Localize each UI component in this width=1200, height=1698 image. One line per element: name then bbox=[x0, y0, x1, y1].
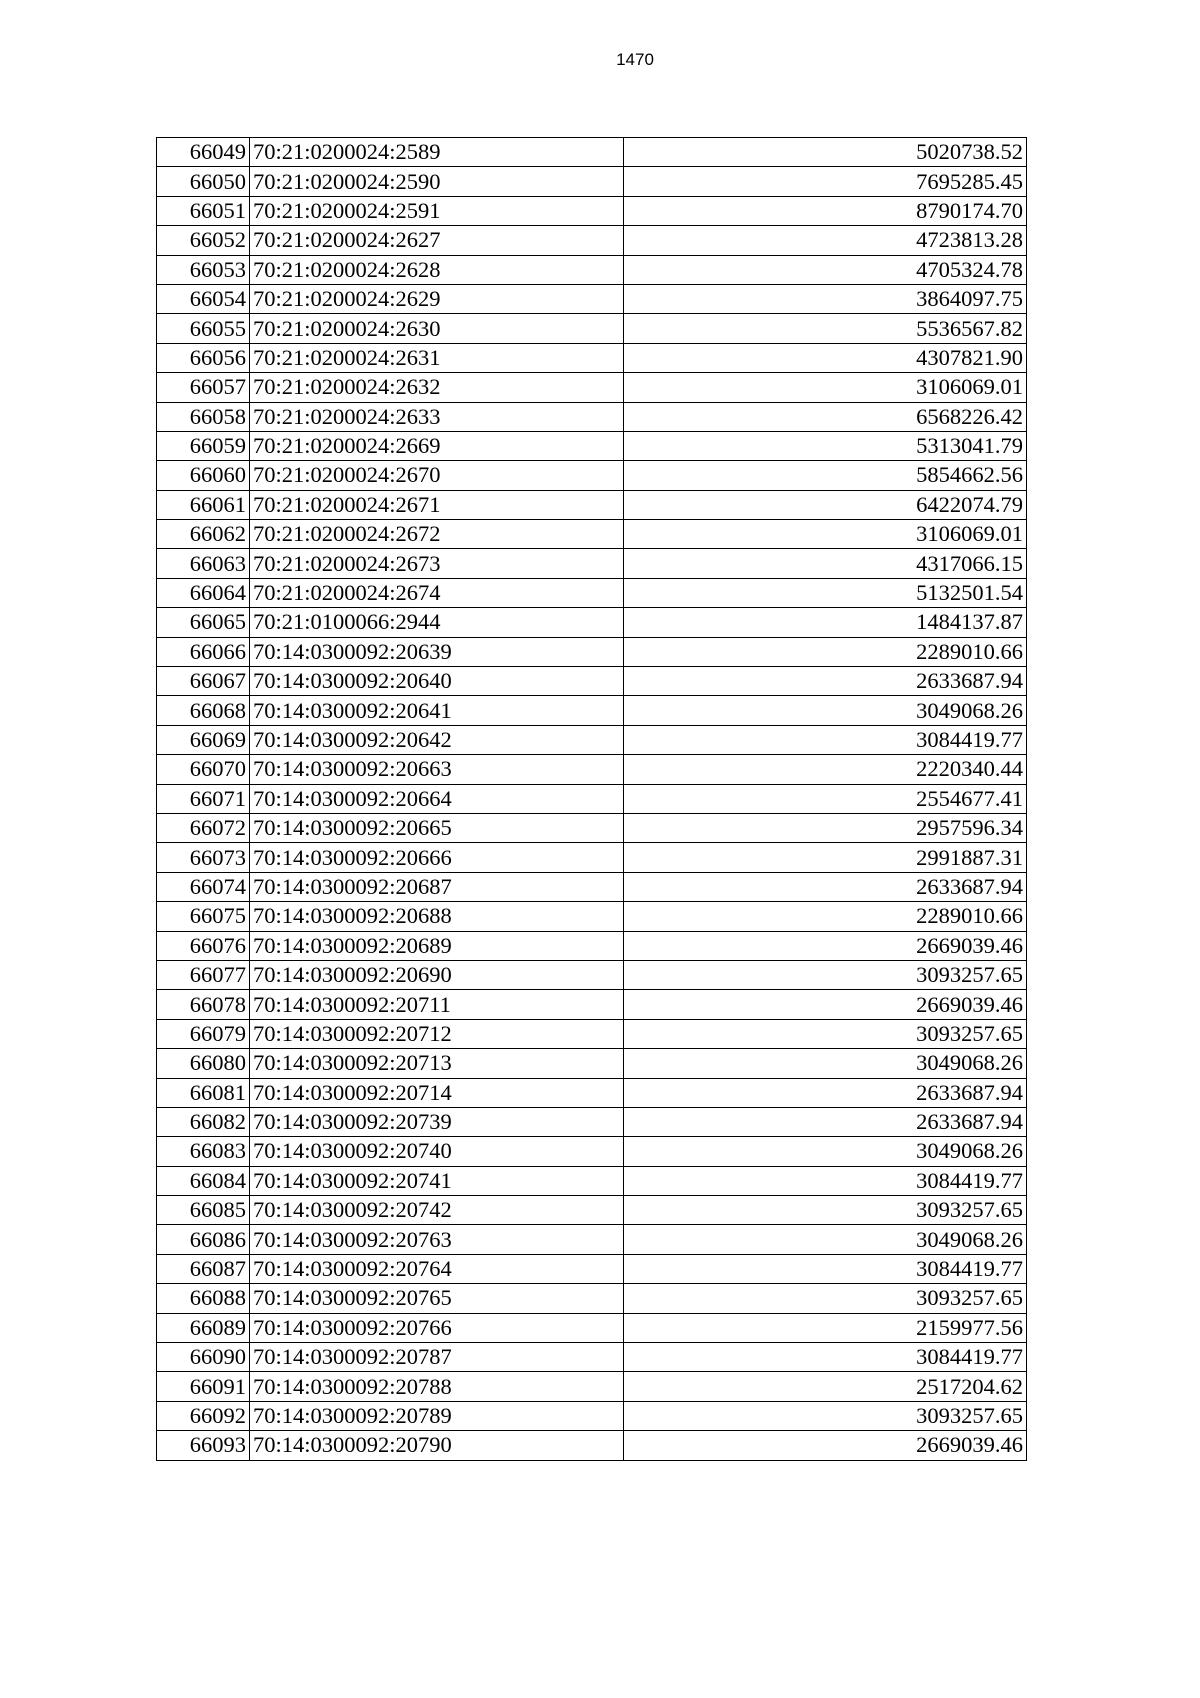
row-number: 66083 bbox=[157, 1137, 250, 1166]
table-row bbox=[157, 1225, 1027, 1254]
row-number: 66091 bbox=[157, 1372, 250, 1401]
row-number: 66086 bbox=[157, 1225, 250, 1254]
cadastral-number: 70:14:0300092:20663 bbox=[250, 755, 624, 784]
table-row bbox=[157, 373, 1027, 402]
table-row bbox=[157, 1019, 1027, 1048]
cadastral-number: 70:21:0200024:2632 bbox=[250, 373, 624, 402]
table-row bbox=[157, 1313, 1027, 1342]
cadastral-number: 70:14:0300092:20713 bbox=[250, 1049, 624, 1078]
cadastral-value: 3093257.65 bbox=[624, 1401, 1027, 1430]
row-number: 66076 bbox=[157, 931, 250, 960]
table-row bbox=[157, 902, 1027, 931]
cadastral-value: 3049068.26 bbox=[624, 1049, 1027, 1078]
row-number: 66067 bbox=[157, 667, 250, 696]
cadastral-value: 2669039.46 bbox=[624, 931, 1027, 960]
cadastral-value: 2991887.31 bbox=[624, 843, 1027, 872]
cadastral-value: 3864097.75 bbox=[624, 284, 1027, 313]
cadastral-value: 2633687.94 bbox=[624, 872, 1027, 901]
table-row bbox=[157, 1078, 1027, 1107]
table-row bbox=[157, 1166, 1027, 1195]
cadastral-number: 70:21:0200024:2633 bbox=[250, 402, 624, 431]
table-row bbox=[157, 520, 1027, 549]
cadastral-value: 2633687.94 bbox=[624, 1107, 1027, 1136]
cadastral-value: 5536567.82 bbox=[624, 314, 1027, 343]
table-row bbox=[157, 1372, 1027, 1401]
row-number: 66082 bbox=[157, 1107, 250, 1136]
cadastral-number: 70:21:0200024:2673 bbox=[250, 549, 624, 578]
row-number: 66058 bbox=[157, 402, 250, 431]
row-number: 66090 bbox=[157, 1343, 250, 1372]
table-row bbox=[157, 314, 1027, 343]
row-number: 66053 bbox=[157, 255, 250, 284]
cadastral-number: 70:14:0300092:20741 bbox=[250, 1166, 624, 1195]
cadastral-number: 70:14:0300092:20787 bbox=[250, 1343, 624, 1372]
cadastral-value: 3049068.26 bbox=[624, 696, 1027, 725]
cadastral-value: 3093257.65 bbox=[624, 1196, 1027, 1225]
cadastral-value: 2289010.66 bbox=[624, 637, 1027, 666]
table-row bbox=[157, 461, 1027, 490]
cadastral-value: 3049068.26 bbox=[624, 1225, 1027, 1254]
cadastral-number: 70:21:0200024:2590 bbox=[250, 167, 624, 196]
table-row bbox=[157, 755, 1027, 784]
row-number: 66064 bbox=[157, 578, 250, 607]
row-number: 66093 bbox=[157, 1431, 250, 1460]
cadastral-number: 70:14:0300092:20789 bbox=[250, 1401, 624, 1430]
cadastral-number: 70:14:0300092:20640 bbox=[250, 667, 624, 696]
cadastral-number: 70:21:0200024:2629 bbox=[250, 284, 624, 313]
row-number: 66066 bbox=[157, 637, 250, 666]
cadastral-number: 70:14:0300092:20714 bbox=[250, 1078, 624, 1107]
table-row bbox=[157, 725, 1027, 754]
cadastral-value: 3084419.77 bbox=[624, 1343, 1027, 1372]
cadastral-value: 2517204.62 bbox=[624, 1372, 1027, 1401]
table-body bbox=[157, 138, 1027, 1461]
table-row bbox=[157, 578, 1027, 607]
cadastral-value: 3093257.65 bbox=[624, 1284, 1027, 1313]
cadastral-value: 2669039.46 bbox=[624, 1431, 1027, 1460]
table-row bbox=[157, 1401, 1027, 1430]
table-row bbox=[157, 402, 1027, 431]
table-row bbox=[157, 226, 1027, 255]
cadastral-number: 70:21:0100066:2944 bbox=[250, 608, 624, 637]
cadastral-number: 70:21:0200024:2669 bbox=[250, 431, 624, 460]
cadastral-value: 3084419.77 bbox=[624, 1166, 1027, 1195]
cadastral-value: 2633687.94 bbox=[624, 667, 1027, 696]
cadastral-value: 3084419.77 bbox=[624, 725, 1027, 754]
cadastral-value: 4317066.15 bbox=[624, 549, 1027, 578]
cadastral-value: 2220340.44 bbox=[624, 755, 1027, 784]
row-number: 66070 bbox=[157, 755, 250, 784]
cadastral-number: 70:14:0300092:20689 bbox=[250, 931, 624, 960]
table-row bbox=[157, 1343, 1027, 1372]
row-number: 66078 bbox=[157, 990, 250, 1019]
table-row bbox=[157, 1107, 1027, 1136]
cadastral-number: 70:21:0200024:2672 bbox=[250, 520, 624, 549]
cadastral-value: 2957596.34 bbox=[624, 813, 1027, 842]
table-row bbox=[157, 667, 1027, 696]
cadastral-number: 70:21:0200024:2628 bbox=[250, 255, 624, 284]
cadastral-number: 70:14:0300092:20639 bbox=[250, 637, 624, 666]
cadastral-value: 5020738.52 bbox=[624, 138, 1027, 167]
table-row bbox=[157, 1254, 1027, 1283]
cadastral-value: 3106069.01 bbox=[624, 520, 1027, 549]
cadastral-value: 4705324.78 bbox=[624, 255, 1027, 284]
row-number: 66050 bbox=[157, 167, 250, 196]
row-number: 66051 bbox=[157, 196, 250, 225]
row-number: 66068 bbox=[157, 696, 250, 725]
cadastral-value: 4723813.28 bbox=[624, 226, 1027, 255]
table-row bbox=[157, 490, 1027, 519]
table-row bbox=[157, 1137, 1027, 1166]
cadastral-number: 70:14:0300092:20711 bbox=[250, 990, 624, 1019]
cadastral-number: 70:21:0200024:2671 bbox=[250, 490, 624, 519]
row-number: 66081 bbox=[157, 1078, 250, 1107]
row-number: 66069 bbox=[157, 725, 250, 754]
row-number: 66073 bbox=[157, 843, 250, 872]
row-number: 66059 bbox=[157, 431, 250, 460]
row-number: 66061 bbox=[157, 490, 250, 519]
cadastral-value: 2633687.94 bbox=[624, 1078, 1027, 1107]
table-row bbox=[157, 696, 1027, 725]
table-row bbox=[157, 431, 1027, 460]
cadastral-number: 70:14:0300092:20739 bbox=[250, 1107, 624, 1136]
cadastral-value: 4307821.90 bbox=[624, 343, 1027, 372]
row-number: 66054 bbox=[157, 284, 250, 313]
cadastral-number: 70:14:0300092:20688 bbox=[250, 902, 624, 931]
table-row bbox=[157, 960, 1027, 989]
cadastral-number: 70:21:0200024:2631 bbox=[250, 343, 624, 372]
row-number: 66060 bbox=[157, 461, 250, 490]
cadastral-value: 6422074.79 bbox=[624, 490, 1027, 519]
cadastral-number: 70:14:0300092:20690 bbox=[250, 960, 624, 989]
cadastral-number: 70:14:0300092:20687 bbox=[250, 872, 624, 901]
cadastral-number: 70:21:0200024:2591 bbox=[250, 196, 624, 225]
table-row bbox=[157, 284, 1027, 313]
cadastral-number: 70:21:0200024:2627 bbox=[250, 226, 624, 255]
row-number: 66052 bbox=[157, 226, 250, 255]
row-number: 66089 bbox=[157, 1313, 250, 1342]
cadastral-number: 70:14:0300092:20788 bbox=[250, 1372, 624, 1401]
table-row bbox=[157, 872, 1027, 901]
table-row bbox=[157, 843, 1027, 872]
row-number: 66071 bbox=[157, 784, 250, 813]
cadastral-number: 70:14:0300092:20665 bbox=[250, 813, 624, 842]
cadastral-value: 2159977.56 bbox=[624, 1313, 1027, 1342]
cadastral-value: 2554677.41 bbox=[624, 784, 1027, 813]
cadastral-number: 70:21:0200024:2674 bbox=[250, 578, 624, 607]
cadastral-value: 7695285.45 bbox=[624, 167, 1027, 196]
row-number: 66074 bbox=[157, 872, 250, 901]
row-number: 66049 bbox=[157, 138, 250, 167]
cadastral-number: 70:14:0300092:20712 bbox=[250, 1019, 624, 1048]
cadastral-number: 70:14:0300092:20790 bbox=[250, 1431, 624, 1460]
cadastral-value: 3093257.65 bbox=[624, 960, 1027, 989]
cadastral-value: 5132501.54 bbox=[624, 578, 1027, 607]
row-number: 66092 bbox=[157, 1401, 250, 1430]
table-row bbox=[157, 784, 1027, 813]
cadastral-value: 2669039.46 bbox=[624, 990, 1027, 1019]
cadastral-value: 2289010.66 bbox=[624, 902, 1027, 931]
table-row bbox=[157, 549, 1027, 578]
cadastral-number: 70:21:0200024:2670 bbox=[250, 461, 624, 490]
table-row bbox=[157, 167, 1027, 196]
cadastral-number: 70:14:0300092:20765 bbox=[250, 1284, 624, 1313]
cadastral-number: 70:14:0300092:20642 bbox=[250, 725, 624, 754]
row-number: 66057 bbox=[157, 373, 250, 402]
cadastral-value: 8790174.70 bbox=[624, 196, 1027, 225]
table-row bbox=[157, 608, 1027, 637]
row-number: 66072 bbox=[157, 813, 250, 842]
cadastral-number: 70:21:0200024:2630 bbox=[250, 314, 624, 343]
cadastral-value: 6568226.42 bbox=[624, 402, 1027, 431]
cadastral-number: 70:14:0300092:20742 bbox=[250, 1196, 624, 1225]
cadastral-value: 3106069.01 bbox=[624, 373, 1027, 402]
cadastral-number: 70:21:0200024:2589 bbox=[250, 138, 624, 167]
cadastral-value: 1484137.87 bbox=[624, 608, 1027, 637]
row-number: 66079 bbox=[157, 1019, 250, 1048]
row-number: 66056 bbox=[157, 343, 250, 372]
table-row bbox=[157, 1196, 1027, 1225]
row-number: 66085 bbox=[157, 1196, 250, 1225]
cadastral-number: 70:14:0300092:20666 bbox=[250, 843, 624, 872]
row-number: 66084 bbox=[157, 1166, 250, 1195]
row-number: 66075 bbox=[157, 902, 250, 931]
table-row bbox=[157, 196, 1027, 225]
row-number: 66080 bbox=[157, 1049, 250, 1078]
cadastral-value: 3093257.65 bbox=[624, 1019, 1027, 1048]
page-number: 1470 bbox=[616, 50, 654, 69]
cadastral-number: 70:14:0300092:20740 bbox=[250, 1137, 624, 1166]
cadastral-value: 3084419.77 bbox=[624, 1254, 1027, 1283]
table-row bbox=[157, 990, 1027, 1019]
cadastral-number: 70:14:0300092:20766 bbox=[250, 1313, 624, 1342]
cadastral-value: 3049068.26 bbox=[624, 1137, 1027, 1166]
table-row bbox=[157, 931, 1027, 960]
table-row bbox=[157, 343, 1027, 372]
row-number: 66065 bbox=[157, 608, 250, 637]
cadastral-value-table bbox=[156, 137, 1027, 1461]
cadastral-value: 5854662.56 bbox=[624, 461, 1027, 490]
table-row bbox=[157, 1284, 1027, 1313]
table-row bbox=[157, 637, 1027, 666]
row-number: 66088 bbox=[157, 1284, 250, 1313]
cadastral-number: 70:14:0300092:20664 bbox=[250, 784, 624, 813]
cadastral-number: 70:14:0300092:20764 bbox=[250, 1254, 624, 1283]
table-row bbox=[157, 813, 1027, 842]
cadastral-value: 5313041.79 bbox=[624, 431, 1027, 460]
table-row bbox=[157, 255, 1027, 284]
row-number: 66087 bbox=[157, 1254, 250, 1283]
row-number: 66055 bbox=[157, 314, 250, 343]
cadastral-number: 70:14:0300092:20641 bbox=[250, 696, 624, 725]
cadastral-number: 70:14:0300092:20763 bbox=[250, 1225, 624, 1254]
table-row bbox=[157, 1049, 1027, 1078]
table-row bbox=[157, 138, 1027, 167]
row-number: 66063 bbox=[157, 549, 250, 578]
table-row bbox=[157, 1431, 1027, 1460]
row-number: 66062 bbox=[157, 520, 250, 549]
row-number: 66077 bbox=[157, 960, 250, 989]
